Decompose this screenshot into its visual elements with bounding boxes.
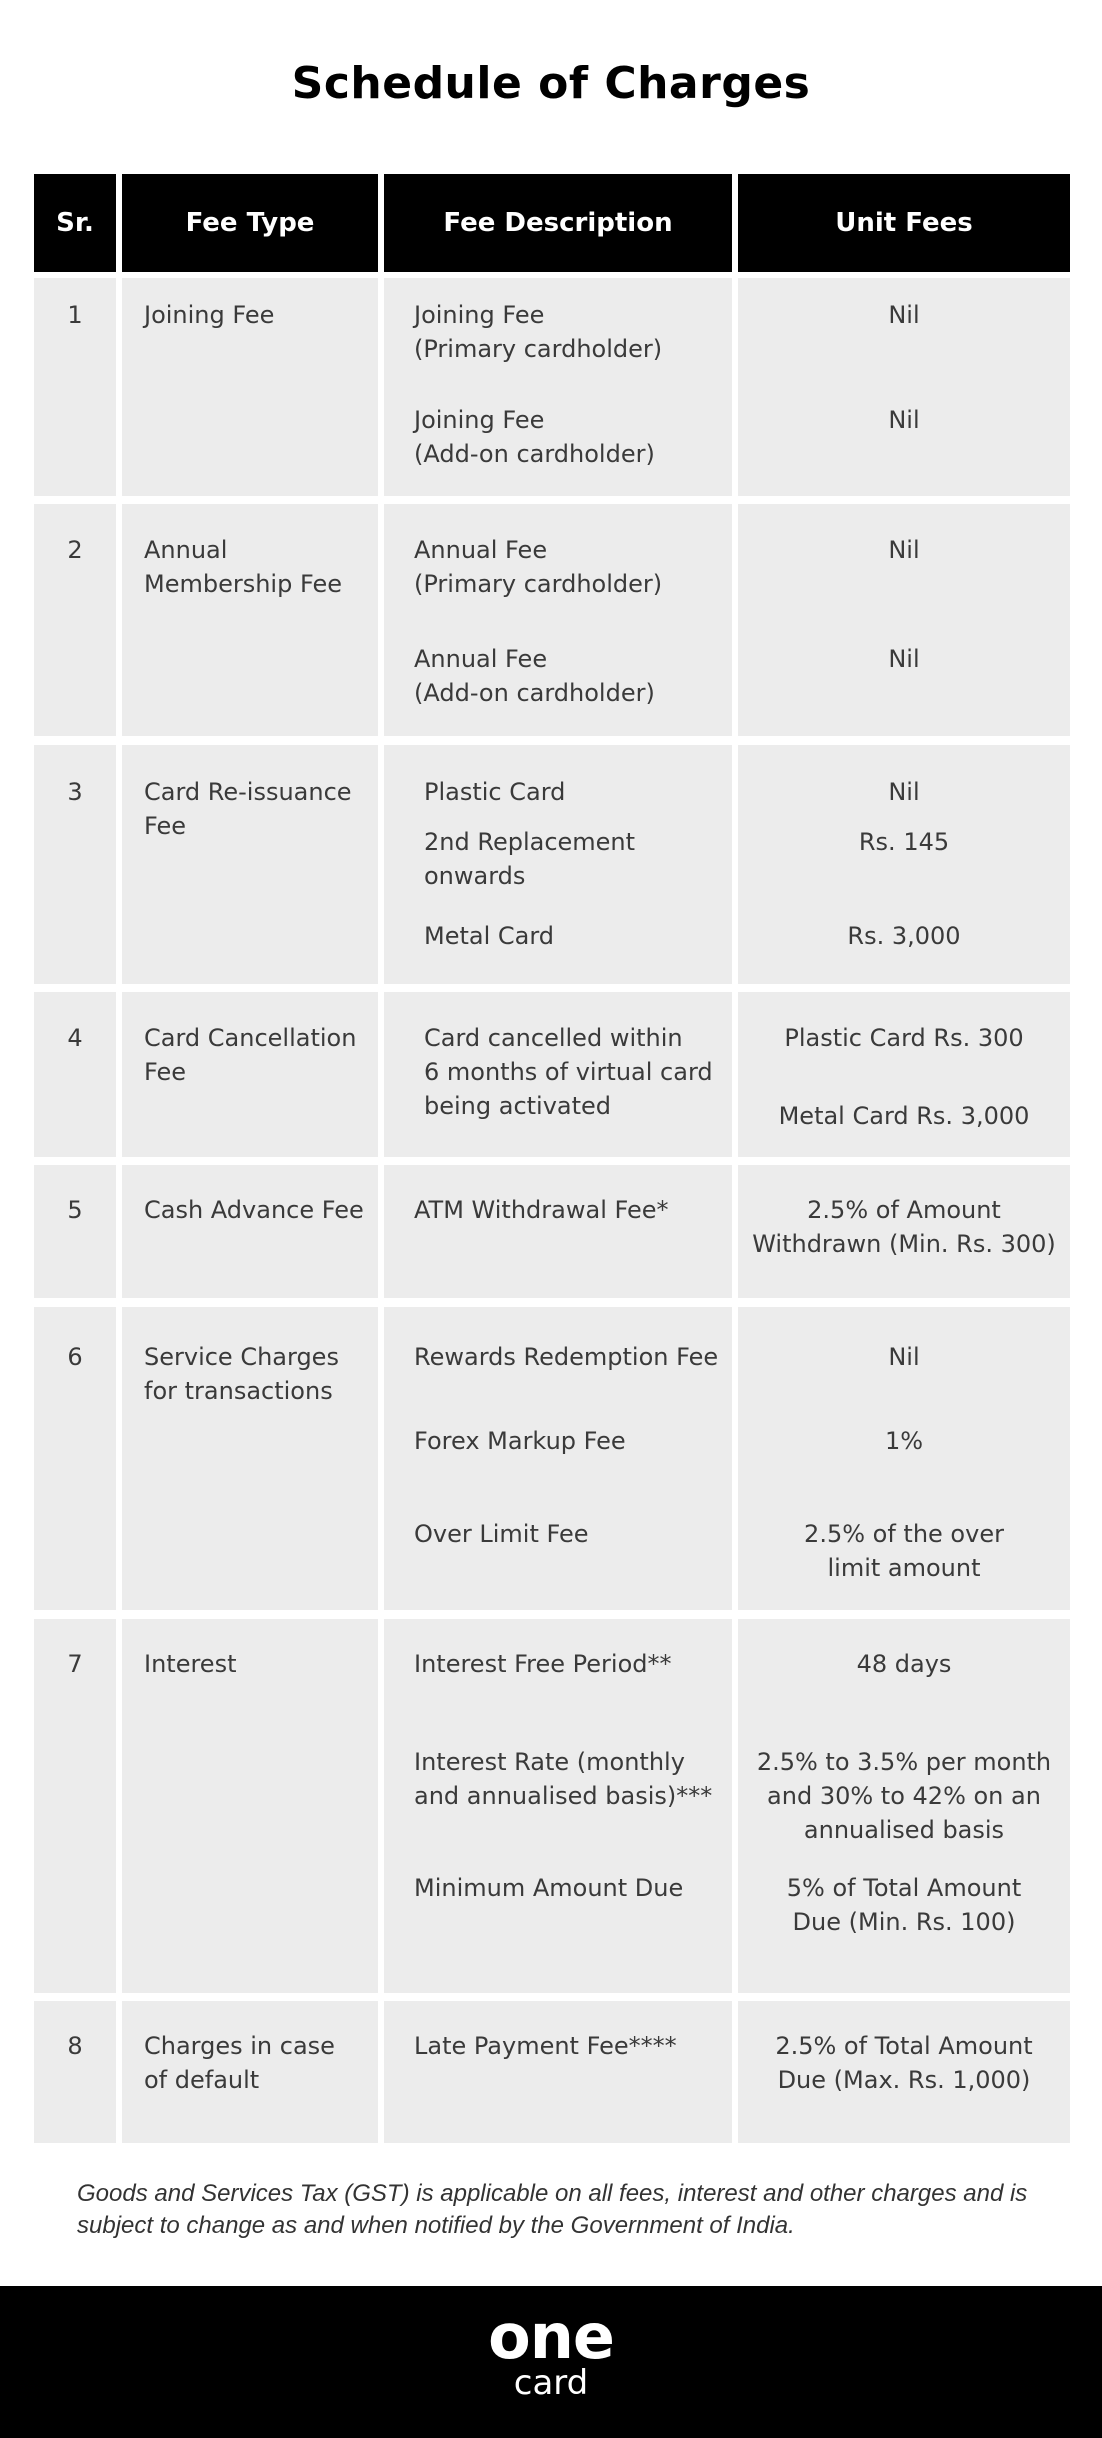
fee-description-text: Rewards Redemption Fee	[414, 1343, 719, 1371]
cell-sr	[34, 1165, 116, 1298]
header-sr: Sr.	[34, 174, 116, 272]
fee-description-text: Late Payment Fee****	[414, 2032, 677, 2060]
unit-fee-value: Nil	[888, 1343, 920, 1371]
fee-description-text: Annual Fee	[414, 536, 548, 564]
fee-description-text: Metal Card	[424, 922, 555, 950]
fee-description-text: Joining Fee	[414, 301, 545, 329]
header-fee-type: Fee Type	[122, 174, 378, 272]
fee-type-label: Cash Advance Fee	[144, 1196, 364, 1224]
fee-description-text: and annualised basis)***	[414, 1782, 713, 1810]
unit-fee-value: 1%	[884, 1427, 924, 1455]
fee-description-text: Interest Rate (monthly	[414, 1748, 685, 1776]
fee-type-label: Charges in case	[144, 2032, 335, 2060]
unit-fee-value: 5% of Total Amount	[786, 1874, 1022, 1902]
row-number: 5	[67, 1196, 83, 1224]
fee-type-label: Service Charges	[144, 1343, 339, 1371]
cell-sr	[34, 992, 116, 1157]
fee-type-label: for transactions	[144, 1377, 333, 1405]
fee-description-text: Joining Fee	[414, 406, 545, 434]
fee-description-text: Plastic Card	[424, 778, 566, 806]
onecard-logo-one: one	[488, 2300, 614, 2373]
unit-fee-value: 2.5% of Total Amount	[775, 2032, 1033, 2060]
row-number: 1	[67, 301, 83, 329]
fee-description-text: Interest Free Period**	[414, 1650, 672, 1678]
cell-desc	[384, 1165, 732, 1298]
fee-description-text: Forex Markup Fee	[414, 1427, 626, 1455]
page-title: Schedule of Charges	[291, 58, 811, 109]
fee-description-text: (Primary cardholder)	[414, 570, 663, 598]
fee-type-label: Membership Fee	[144, 570, 342, 598]
unit-fee-value: annualised basis	[803, 1816, 1005, 1844]
gst-footnote: Goods and Services Tax (GST) is applicable on all fees, interest and other charges and is subject to change as and when notified by the Government of India.	[77, 2180, 1028, 2239]
row-number: 2	[67, 536, 83, 564]
unit-fee-value: Nil	[888, 536, 920, 564]
row-number: 8	[67, 2032, 83, 2060]
fee-description-text: ATM Withdrawal Fee*	[414, 1196, 669, 1224]
fee-type-label: Card Cancellation	[144, 1024, 357, 1052]
unit-fee-value: Nil	[888, 406, 920, 434]
unit-fee-value: Nil	[888, 645, 920, 673]
unit-fee-value: 2.5% of the over	[804, 1520, 1004, 1548]
fee-description-text: onwards	[424, 862, 526, 890]
fee-type-label: Interest	[144, 1650, 237, 1678]
header-unit-fees: Unit Fees	[738, 174, 1070, 272]
unit-fee-value: Metal Card Rs. 3,000	[778, 1102, 1030, 1130]
row-number: 4	[67, 1024, 83, 1052]
fee-description-text: 6 months of virtual card	[424, 1058, 713, 1086]
fee-type-label: Joining Fee	[144, 301, 275, 329]
cell-sr	[34, 2001, 116, 2143]
unit-fee-value: Nil	[888, 778, 920, 806]
fee-description-text: Annual Fee	[414, 645, 548, 673]
unit-fee-value: Due (Min. Rs. 100)	[792, 1908, 1016, 1936]
unit-fee-value: and 30% to 42% on an	[767, 1782, 1041, 1810]
fee-description-text: 2nd Replacement	[424, 828, 636, 856]
unit-fee-value: Plastic Card Rs. 300	[784, 1024, 1024, 1052]
fee-description-text: (Primary cardholder)	[414, 335, 663, 363]
fee-description-text: (Add-on cardholder)	[414, 440, 655, 468]
unit-fee-value: Rs. 145	[858, 828, 950, 856]
header-fee-description: Fee Description	[384, 174, 732, 272]
fee-type-label: Card Re-issuance	[144, 778, 352, 806]
unit-fee-value: Due (Max. Rs. 1,000)	[777, 2066, 1031, 2094]
fee-type-label: of default	[144, 2066, 260, 2094]
fee-description-text: Card cancelled within	[424, 1024, 683, 1052]
fee-description-text: (Add-on cardholder)	[414, 679, 655, 707]
fee-type-label: Fee	[144, 812, 187, 840]
row-number: 6	[67, 1343, 83, 1371]
unit-fee-value: 2.5% to 3.5% per month	[756, 1748, 1052, 1776]
fee-type-label: Annual	[144, 536, 228, 564]
unit-fee-value: Withdrawn (Min. Rs. 300)	[752, 1230, 1056, 1258]
unit-fee-value: Rs. 3,000	[847, 922, 961, 950]
fee-description-text: being activated	[424, 1092, 612, 1120]
onecard-logo-card: card	[513, 2363, 589, 2403]
unit-fee-value: 2.5% of Amount	[807, 1196, 1001, 1224]
row-number: 7	[67, 1650, 83, 1678]
row-number: 3	[67, 778, 83, 806]
unit-fee-value: 48 days	[856, 1650, 952, 1678]
fee-type-label: Fee	[144, 1058, 187, 1086]
unit-fee-value: limit amount	[827, 1554, 981, 1582]
fee-description-text: Minimum Amount Due	[414, 1874, 684, 1902]
cell-desc	[384, 2001, 732, 2143]
unit-fee-value: Nil	[888, 301, 920, 329]
fee-description-text: Over Limit Fee	[414, 1520, 589, 1548]
cell-type	[122, 1165, 378, 1298]
